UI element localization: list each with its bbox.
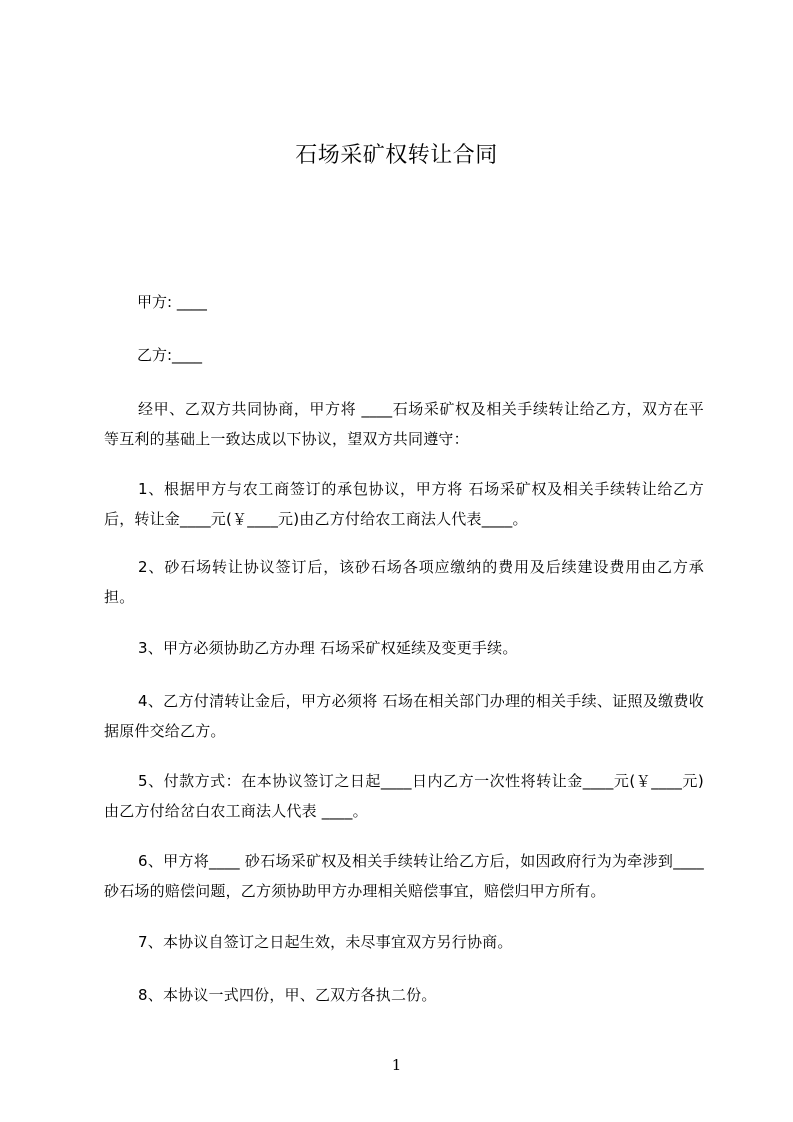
- clause-5: 5、付款方式：在本协议签订之日起____日内乙方一次性将转让金____元(￥____元)由乙方付给岔白农工商法人代表 ____。: [104, 772, 704, 820]
- document-title: 石场采矿权转让合同: [295, 143, 498, 168]
- party-b-line: 乙方:____: [137, 346, 203, 364]
- clause-7: 7、本协议自签订之日起生效，未尽事宜双方另行协商。: [138, 933, 513, 951]
- clause-2: 2、砂石场转让协议签订后，该砂石场各项应缴纳的费用及后续建设费用由乙方承担。: [104, 558, 704, 606]
- clause-1: 1、根据甲方与农工商签订的承包协议，甲方将 石场采矿权及相关手续转让给乙方后，转让金____元(￥____元)由乙方付给农工商法人代表____。: [104, 480, 704, 528]
- clause-3: 3、甲方必须协助乙方办理 石场采矿权延续及变更手续。: [138, 639, 518, 657]
- clause-8: 8、本协议一式四份，甲、乙双方各执二份。: [138, 986, 437, 1004]
- clause-6: 6、甲方将____ 砂石场采矿权及相关手续转让给乙方后，如因政府行为为牵涉到____砂石场的赔偿问题，乙方须协助甲方办理相关赔偿事宜，赔偿归甲方所有。: [104, 852, 704, 900]
- intro-paragraph: 经甲、乙双方共同协商，甲方将 ____石场采矿权及相关手续转让给乙方，双方在平等互利的基础上一致达成以下协议，望双方共同遵守：: [104, 400, 704, 448]
- party-a-line: 甲方: ____: [137, 293, 207, 311]
- page-number: 1: [391, 1056, 402, 1074]
- clause-4: 4、乙方付清转让金后，甲方必须将 石场在相关部门办理的相关手续、证照及缴费收据原件交给乙方。: [104, 692, 704, 740]
